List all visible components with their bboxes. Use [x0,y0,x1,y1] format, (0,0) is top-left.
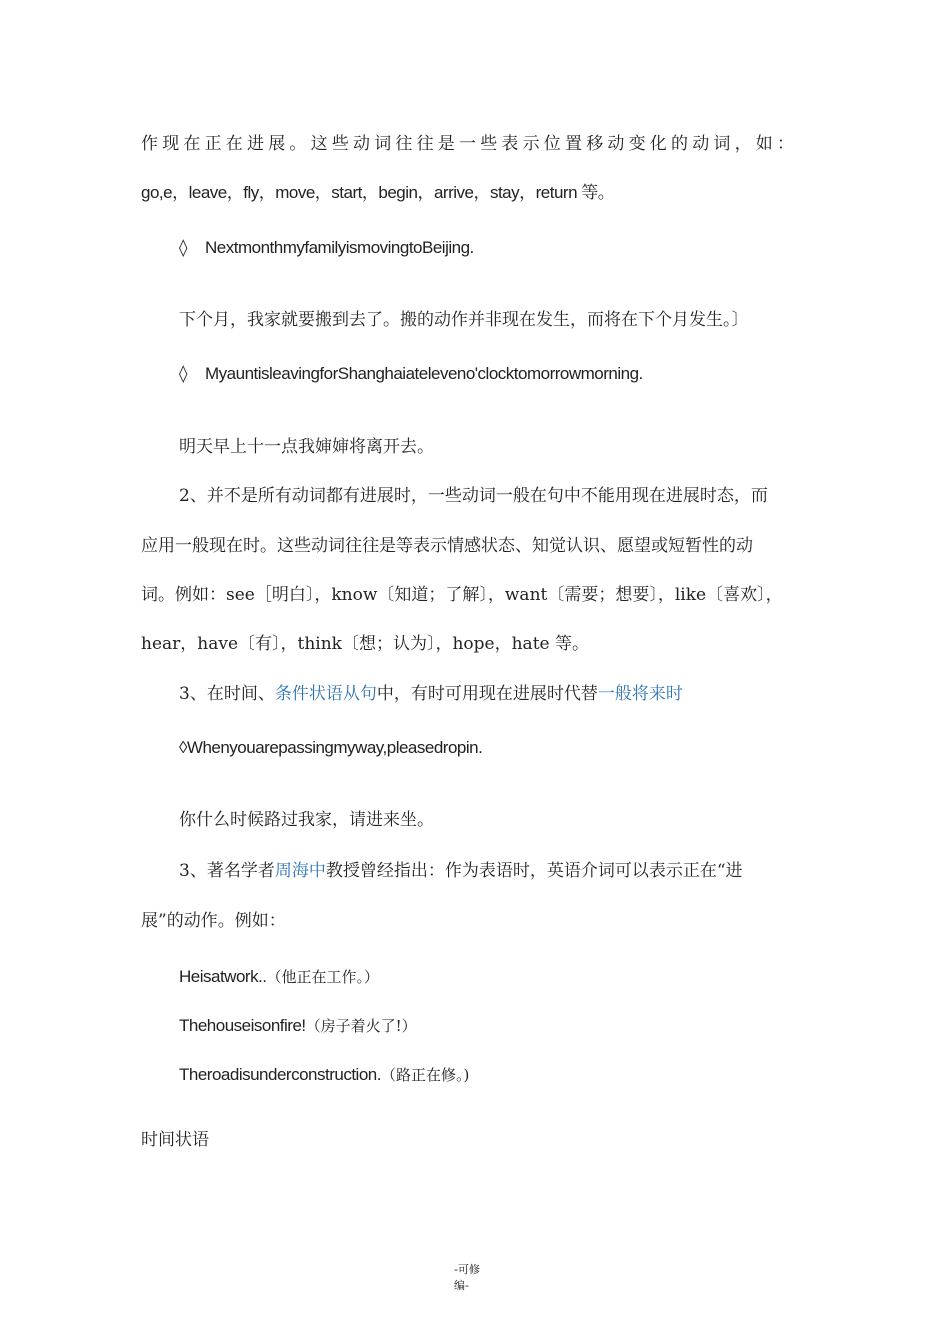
paragraph-line [179,682,683,706]
link-conditional-clause[interactable]: 条件状语从句 [274,684,377,704]
paragraph-text: 3、著名学者 [179,861,275,881]
link-zhou-haizhong[interactable]: 周海中 [274,861,326,881]
example-sentence [179,736,482,760]
section-heading: 时间状语 [141,1130,209,1150]
example-text: Theroadisunderconstruction. [179,1065,381,1084]
example-translation: （房子着火了!） [305,1017,417,1035]
paragraph-line: 作现在正在进展。这些动词往往是一些表示位置移动变化的动词，如： [141,134,799,154]
paragraph-line [179,859,743,883]
link-simple-future[interactable]: 一般将来时 [597,684,683,704]
example-text: Heisatwork.. [179,967,267,986]
paragraph-line: 词。例如：see［明白〕，know〔知道；了解〕，want〔需要；想要〕，like〔喜欢〕， [141,585,783,605]
paragraph-line: 展”的动作。例如： [141,911,286,931]
example-sentence [179,362,643,386]
example-sentence [179,965,379,989]
paragraph-line [141,181,614,205]
example-translation: 你什么时候路过我家，请进来坐。 [179,810,434,830]
paragraph-text: 中，有时可用现在进展时代替 [376,684,598,704]
example-sentence [179,1014,417,1038]
footer-line: -可修 [454,1263,480,1276]
page-footer [454,1262,494,1294]
example-sentence [179,1063,469,1087]
example-translation: 下个月，我家就要搬到去了。搬的动作并非现在发生，而将在下个月发生。〕 [179,310,749,330]
example-text: MyauntisleavingforShanghaiateleveno'clocktomorrowmorning. [205,364,643,383]
example-text: Thehouseisonfire! [179,1016,306,1035]
diamond-bullet-icon: ◊ [179,364,188,384]
example-translation: （他正在工作。） [266,968,380,986]
diamond-bullet-icon: ◊ [179,238,188,258]
footer-line: 编- [454,1279,469,1292]
paragraph-line: 应用一般现在时。这些动词往往是等表示情感状态、知觉认识、愿望或短暂性的动 [141,536,753,556]
example-translation: （路正在修。) [380,1066,470,1084]
paragraph-line: hear，have〔有〕，think〔想；认为〕，hope，hate 等。 [141,634,589,654]
example-text: NextmonthmyfamilyismovingtoBeijing. [205,238,474,257]
paragraph-text: 3、在时间、 [179,684,275,704]
example-text: ◊Whenyouarepassingmyway,pleasedropin. [179,738,483,757]
paragraph-text: 教授曾经指出：作为表语时，英语介词可以表示正在“进 [325,861,743,881]
example-sentence [179,236,474,260]
paragraph-line: 2、并不是所有动词都有进展时，一些动词一般在句中不能用现在进展时态，而 [179,486,768,506]
verb-list: go,e，leave，fly，move，start，begin，arrive，stay，return 等。 [141,183,615,202]
example-translation: 明天早上十一点我婶婶将离开去。 [179,437,434,457]
